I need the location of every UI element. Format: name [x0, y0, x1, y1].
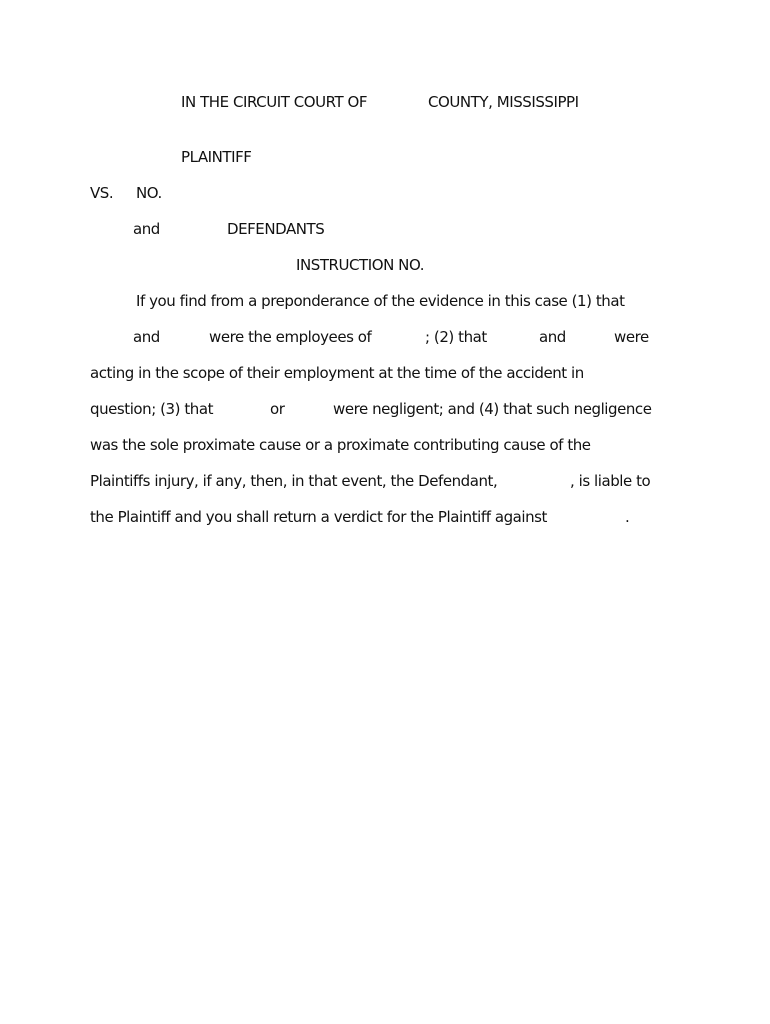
defendants-label: DEFENDANTS — [227, 220, 325, 238]
body-line-6a: Plaintiffs injury, if any, then, in that event, the Defendant, — [90, 472, 498, 490]
body-line-5: was the sole proximate cause or a proximate contributing cause of the — [90, 436, 591, 454]
body-line-4c: were negligent; and (4) that such negligence — [333, 400, 652, 418]
case-number-label: NO. — [136, 184, 162, 202]
vs-label: VS. — [90, 184, 114, 202]
body-line-2e: were — [614, 328, 649, 346]
body-line-2a: and — [133, 328, 160, 346]
plaintiff-label: PLAINTIFF — [181, 148, 252, 166]
body-line-2c: ; (2) that — [425, 328, 487, 346]
body-line-4b: or — [270, 400, 285, 418]
instruction-title: INSTRUCTION NO. — [296, 256, 425, 274]
body-line-2b: were the employees of — [209, 328, 372, 346]
body-line-2d: and — [539, 328, 566, 346]
body-line-7b: . — [625, 508, 630, 526]
body-line-1: If you find from a preponderance of the evidence in this case (1) that — [136, 292, 625, 310]
body-line-4a: question; (3) that — [90, 400, 214, 418]
and-label: and — [133, 220, 160, 238]
court-heading-suffix: COUNTY, MISSISSIPPI — [428, 93, 579, 111]
body-line-6b: , is liable to — [570, 472, 651, 490]
body-line-7a: the Plaintiff and you shall return a verdict for the Plaintiff against — [90, 508, 547, 526]
court-heading-prefix: IN THE CIRCUIT COURT OF — [181, 93, 368, 111]
body-line-3: acting in the scope of their employment at the time of the accident in — [90, 364, 584, 382]
